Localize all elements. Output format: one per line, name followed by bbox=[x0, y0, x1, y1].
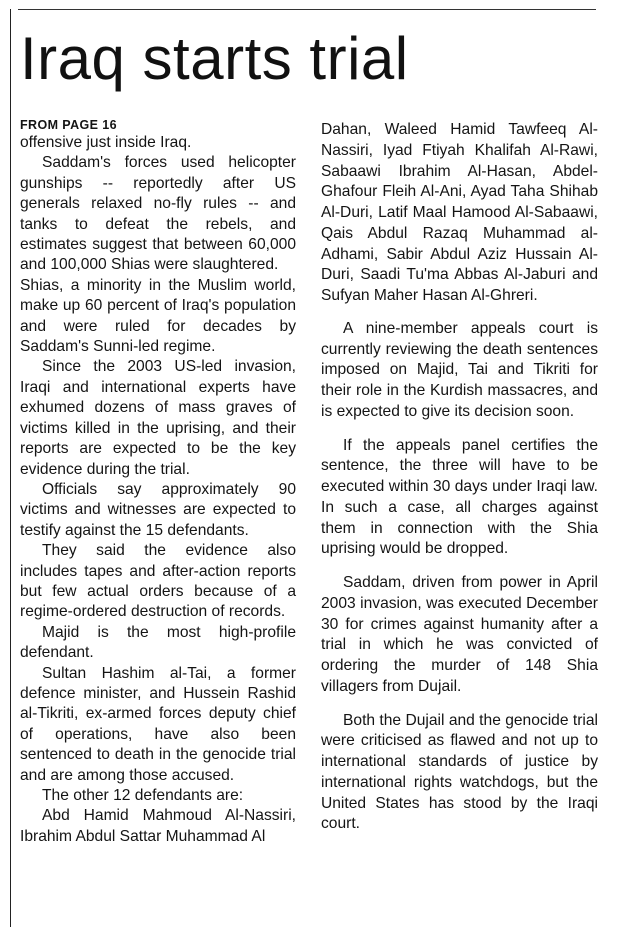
left-column bbox=[20, 118, 296, 847]
jump-line: FROM PAGE 16 bbox=[20, 118, 117, 132]
paragraph: Dahan, Waleed Hamid Tawfeeq Al-Nassiri, Iyad Ftiyah Khalifah Al-Rawi, Sabaawi Ibrahim Al-Hasan, Abdel-Ghafour Fleih Al-Ani, Ayad Taha Shihab Al-Duri, Latif Maal Hamood Al-Sabaawi, Qais Abdul Razaq Muhammad al-Adhami, Sabir Abdul Aziz Hussain Al-Duri, Saadi Tu'ma Abbas Al-Jaburi and Sufyan Maher Hasan Al-Ghreri. bbox=[321, 121, 598, 304]
paragraph: A nine-member appeals court is currently reviewing the death sentences imposed on Majid, Tai and Tikriti for their role in the Kurdish massacres, and is expected to give its decision soon. bbox=[321, 319, 598, 420]
paragraph: Since the 2003 US-led invasion, Iraqi and international experts have exhumed dozens of mass graves of victims killed in the uprising, and their reports are expected to be the key evidence during the trial. bbox=[20, 358, 296, 478]
right-column bbox=[321, 120, 598, 835]
paragraph: Officials say approximately 90 victims and witnesses are expected to testify against the 15 defendants. bbox=[20, 480, 296, 539]
headline: Iraq starts trial bbox=[20, 25, 409, 92]
paragraph: offensive just inside Iraq. bbox=[20, 134, 192, 151]
left-column-rule bbox=[10, 9, 11, 927]
paragraph: Shias, a minority in the Muslim world, make up 60 percent of Iraq's population and were ruled for decades by Saddam's Sunni-led regime. bbox=[20, 276, 296, 356]
paragraph: Saddam's forces used helicopter gunships -- reportedly after US generals relaxed no-fly rules -- and tanks to defeat the rebels, and estimates suggest that between 60,000 and 100,000 Shias were slaughtered. bbox=[20, 154, 296, 274]
top-rule bbox=[18, 9, 596, 10]
paragraph: Majid is the most high-profile defendant. bbox=[20, 623, 296, 662]
paragraph: They said the evidence also includes tapes and after-action reports but few actual orders because of a regime-ordered destruction of records. bbox=[20, 542, 296, 621]
paragraph: Both the Dujail and the genocide trial were criticised as flawed and not up to international standards of justice by international rights watchdogs, but the United States has stood by the Iraqi court. bbox=[321, 711, 598, 833]
paragraph: Sultan Hashim al-Tai, a former defence minister, and Hussein Rashid al-Tikriti, ex-armed forces deputy chief of operations, have also been sentenced to death in the genocide trial and are among those accused. bbox=[20, 664, 296, 784]
paragraph: Abd Hamid Mahmoud Al-Nassiri, Ibrahim Abdul Sattar Muhammad Al bbox=[20, 807, 296, 845]
paragraph: Saddam, driven from power in April 2003 invasion, was executed December 30 for crimes against humanity after a trial in which he was convicted of ordering the murder of 148 Shia villagers from Dujail. bbox=[321, 574, 598, 695]
paragraph: If the appeals panel certifies the sentence, the three will have to be executed within 30 days under Iraqi law. In such a case, all charges against them in connection with the Shia uprising would be dropped. bbox=[321, 436, 598, 558]
paragraph: The other 12 defendants are: bbox=[42, 787, 244, 804]
